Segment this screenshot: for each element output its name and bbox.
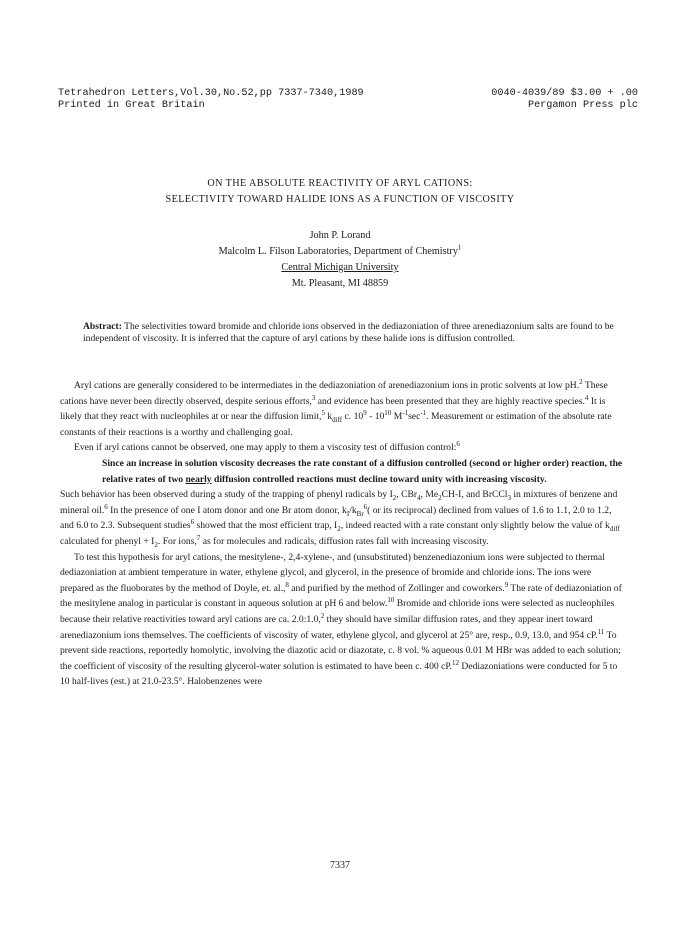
author-university: Central Michigan University [281,262,399,273]
issn-price: 0040-4039/89 $3.00 + .00 [491,88,638,99]
abstract-label: Abstract: [83,321,122,332]
page-number: 7337 [330,860,350,871]
footnote-ref: 1 [457,243,462,252]
paragraph-1: Aryl cations are generally considered to be intermediates in the dediazoniation of arenediazonium ions in protic solvents at low pH.$^2$ These cations have never been directly observed, despite serious efforts,$^3$ and evidence has been presented that they are highly reactive species.$^4$ It is likely that they react with nucleophiles at or near the diffusion limit,$^5$ $k_{diff}$ c. $10^9 - 10^{10}$ $M^{-1}\sec^{-1}$. Measurement or estimation of the absolute rate constants of their reactions is a worthy and challenging goal. [60,377,612,438]
author-department: Malcolm L. Filson Laboratories, Department of Chemistry$^1$ [218,243,462,257]
title-line-2: SELECTIVITY TOWARD HALIDE IONS AS A FUNCTION OF VISCOSITY [165,194,515,205]
abstract-text: The selectivities toward bromide and chloride ions observed in the dediazoniation of three arenediazonium salts are found to be independent of viscosity. It is inferred that the capture of aryl cations by these halide ions is diffusion controlled. [83,321,614,344]
viscosity-test-statement: Since an increase in solution viscosity decreases the rate constant of a diffusion controlled (second or higher order) reaction, the relative rates of two nearly diffusion controlled reactions must decline toward unity with increasing viscosity. [102,457,623,485]
journal-citation: Tetrahedron Letters,Vol.30,No.52,pp 7337-7340,1989 [58,88,364,99]
paragraph-3: Such behavior has been observed during a study of the trapping of phenyl radicals by $I_2$, CBr$_4$, $Me_2CH-I$, and BrCCl$_3$ in mixtures of benzene and mineral oil.$^6$ In the presence of one I atom donor and one Br atom donor, $k_I/k_{Br}^6$( or its reciprocal) declined from values of 1.6 to 1.1, 2.0 to 1.2, and 6.0 to 2.3. Subsequent studies$^6$ showed that the most efficient trap, $I_2$, indeed reacted with a rate constant only slightly below the value of $k_{diff}$ calculated for phenyl + $I_2$. For ions,$^7$ as for molecules and radicals, diffusion rates fall with increasing viscosity. [60,489,620,549]
printed-in: Printed in Great Britain [58,100,205,111]
author-name: John P. Lorand [309,230,371,241]
running-header [58,88,638,112]
abstract [83,321,623,344]
publisher: Pergamon Press plc [527,100,638,111]
paragraph-2: Even if aryl cations cannot be observed, one may apply to them a viscosity test of diffusion control:$^6$ [74,440,460,454]
article-title [0,176,680,208]
paragraph-4: To test this hypothesis for aryl cations, the mesitylene-, 2,4-xylene-, and (unsubstituted) benzenediazonium ions were subjected to thermal dediazoniation at ambient temperature in water, ethylene glycol, and glycerol, in the presence of bromide and chloride ions. The ions were prepared as the fluoborates by the method of Doyle, et. al.,$^8$ and purified by the method of Zollinger and coworkers.$^9$ The rate of dediazoniation of the mesitylene analog in particular is constant in aqueous solution at pH 6 and below.$^{10}$ Bromide and chloride ions were selected as nucleophiles because their relative reactivities toward aryl cations are ca. 2.0:1.0,$^2$ they should have similar diffusion rates, and they appear inert toward arenediazonium ions themselves. The coefficients of viscosity of water, ethylene glycol, and glycerol at 25° are, resp., 0.9, 13.0, and 954 cP.$^{11}$ To prevent side reactions, reportedly homolytic, involving the diazotic acid or diazotate, c. 8 vol. % aqueous 0.01 M HBr was added to each solution; the coefficient of viscosity of the resulting glycerol-water solution is estimated to have been c. 400 cP.$^{12}$ Dediazoniations were conducted for 5 to 10 half-lives (est.) at 21.0-23.5°. Halobenzenes were [60,551,622,688]
author-block [0,228,680,292]
article-body [60,378,626,690]
author-city: Mt. Pleasant, MI 48859 [291,278,389,289]
title-line-1: ON THE ABSOLUTE REACTIVITY OF ARYL CATIONS: [207,178,473,189]
